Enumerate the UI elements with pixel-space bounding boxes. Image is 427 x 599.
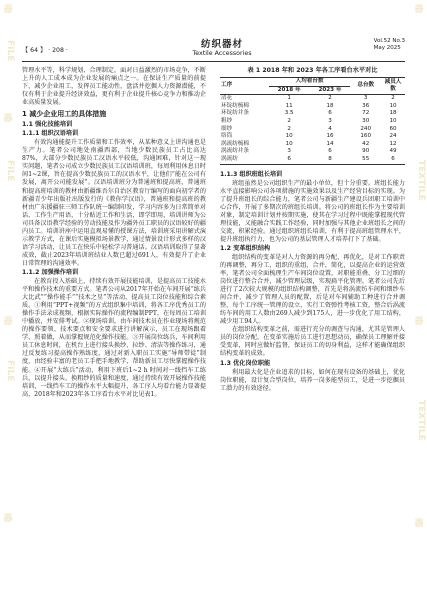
cell-2018: 1: [287, 95, 291, 102]
cell-2018: 3.5: [284, 110, 294, 117]
cell-total: 90: [362, 148, 370, 155]
section-heading-1: 1 减少企业用工的具体措施: [22, 110, 107, 119]
page: [22, 0, 405, 599]
col-header-total: 总台数: [350, 78, 381, 95]
subsubsection-heading-1-1-1: 1.1.1 组织汉语培训: [22, 130, 79, 138]
cell-reduced: 18: [389, 110, 397, 117]
cell-2023: 6: [328, 148, 332, 155]
table-row: [220, 95, 405, 103]
cell-total: 160: [360, 133, 372, 140]
comparison-table: [220, 77, 405, 165]
paragraph-org-restructure: 组织结构的变革是对人力资源的再分配，再优化，是对工作职责的再调整，再分工，组织的重组，合并，简化，以提高企业的运营效率，笔者公司全面梳理生产车间岗位设置，对职能重叠、分工过细的岗位进行整合合并，减少管理层级，实现扁平化管理。笔者公司先后进行了2次较大规模的组织结构调整，首先是将涡流纺车间和细纱车间合并，减少了管理人员的配置，后是对车间辅助工种进行合并调整，每个工序统一管理的设立，实行工资弹性考核工资，整合后涡流纺车间的用工人数由269人减少到175人，进一步优化了用工结构，减少用工94人。: [220, 253, 405, 326]
col-header-avg-machines: 人均看台数: [269, 78, 351, 87]
cell-process: 细纱: [221, 125, 233, 132]
subsubsection-heading-1-1-3: 1.1.3 组织班组长培训: [220, 170, 283, 178]
logo-subtitle: Textile Accessories: [192, 50, 252, 57]
right-column: [220, 67, 405, 393]
cell-process: 涡流纺: [220, 156, 269, 164]
cell-reduced: 10: [389, 117, 397, 124]
col-header-reduced: 减员人数: [381, 78, 405, 95]
table-row: [220, 126, 405, 134]
cell-total: 36: [362, 102, 370, 109]
volume-number: Vol.52 No.3: [373, 38, 405, 44]
subsection-heading-1-2: 1.2 变革组织结构: [220, 244, 271, 252]
watermark-char-right-2: 器: [414, 519, 424, 529]
cell-2023: 3: [328, 117, 332, 124]
watermark-char-left-top: 器: [3, 5, 13, 15]
cell-2023: 14: [326, 140, 334, 147]
cell-reduced: 49: [389, 148, 397, 155]
issue-date: May 2025: [373, 45, 401, 51]
header-rule: [22, 61, 405, 62]
cell-process: 涡流纺梳棉: [221, 140, 249, 147]
cell-2018: 10: [285, 140, 293, 147]
table-row: [220, 110, 405, 118]
cell-reduced: 2: [391, 95, 395, 102]
cell-reduced: 6: [381, 156, 405, 164]
cell-process: 粗纱: [221, 117, 233, 124]
cell-reduced: 60: [389, 125, 397, 132]
cell-process: 络筒: [221, 133, 233, 140]
cell-2018: 6: [269, 156, 310, 164]
cell-2023: 6: [328, 110, 332, 117]
cell-2023: 18: [326, 102, 334, 109]
watermark-text-right-2: TEXTILE: [416, 400, 426, 441]
cell-2018: 11: [285, 102, 293, 109]
table-row: [220, 133, 405, 141]
paragraph-team-leader-training: 班组虽然是公司组织生产的最小单位，但十分重要。班组长能力水平直接影响公司各项措施的实施效果以及生产经营目标的实现。为了提升班组长的综合能力，笔者公司与新疆生产建设兵团职工培训中心合作，开展了多期次的班组长培训。将公司的班组长作为主要培训对象，制定培训计划并按期实施，使其在学习过程中既能掌握现代管理技能，又能融合实践工作经验，同时加强与其他企业班组长之间的交流，积累经验。通过组织班组长培训，有利于提高班组管理水平，提升班组执行力，也为公司的基层管理人才培养打下了基础。: [220, 179, 405, 243]
paragraph-chinese-training: 有效沟通能提升工作质量和工作效率，从某种意义上讲沟通也是生产力。笔者公司地处南疆西部，当地少数民族员工占比高达87%，大部分少数民族员工汉语水平较低，沟通困难，针对这一现实问题，笔者公司成立少数民族员工汉语培训班，每周利用休息日时间1~2课，旨在提高少数民族员工的汉语水平，让他们“能在公司有发展，离开公司能发展”。汉语培训班分为普通班和提高班，普通班和提高班培训的教材由新疆维吾尔自治区教育厅编写的面向初学者的新疆青少年出版社出版发行的《教你学汉语》，普通班和提高班的教材由广东援疆驻三师工作队统一编制印发，学习内容多为日常简单对话、工作生产用语，十分贴近工作和生活，即学即用，培训讲师为公司具备汉语教学经验的劳动技能及作为疆外员工职员的汉语较好的疆内员工。培训讲座中运用直观易懂的授课方法，培训班采用讲解式演示教学方式，在课后实施模拟场景教学，通过情景设计形式多样的汉语学习活动，让员工在快乐中轻松学习普通话。汉语培训取得了显著成效，截止2023年培训班结业人数已超过691人，有效提升了企业日常管理的沟通效率。: [22, 139, 206, 267]
cell-total: 240: [360, 125, 372, 132]
col-header-2018: 2018 年: [269, 86, 310, 95]
running-header: [22, 36, 405, 58]
cell-2023: 8: [310, 156, 351, 164]
table-caption: 表 1 2018 年和 2023 年各工序看台水平对比: [247, 67, 378, 74]
cell-total: 3: [363, 95, 368, 102]
watermark-char-right-1: 器: [414, 317, 424, 327]
left-column: [22, 67, 206, 399]
watermark-text-left-3: FILE: [5, 360, 15, 382]
watermark-text-left-2: FILE: [5, 160, 15, 182]
cell-2018: 3: [287, 148, 291, 155]
cell-2023: 2: [328, 95, 332, 102]
logo-text: 纺织器材: [200, 39, 243, 50]
journal-logo: [172, 36, 272, 57]
cell-process: 环锭纺并条: [221, 110, 249, 117]
cell-reduced: 10: [389, 102, 397, 109]
watermark-char-right-top: 器: [414, 5, 424, 15]
cell-2023: 16: [326, 133, 334, 140]
cell-2023: 4: [328, 125, 332, 132]
table-row: [220, 118, 405, 126]
cell-total: 42: [362, 140, 370, 147]
col-header-2023: 2023 年: [310, 86, 351, 95]
watermark-char-left-3: 器: [3, 514, 13, 524]
cell-reduced: 24: [389, 133, 397, 140]
cell-total: 30: [362, 117, 370, 124]
cell-process: 涡流纺并条: [221, 148, 249, 155]
watermark-char-left-2: 器: [3, 317, 13, 327]
watermark-text-right-1: TEXTILE: [416, 160, 426, 201]
subsection-heading-1-3: 1.3 优化岗位职能: [220, 359, 271, 367]
watermark-text-left-1: FILE: [5, 40, 15, 62]
cell-total: 72: [362, 110, 370, 117]
page-label: 【 64 】 · 208 ·: [22, 47, 68, 54]
cell-2018: 2: [287, 125, 291, 132]
cell-process: 清花: [221, 95, 233, 102]
cell-reduced: 12: [389, 140, 397, 147]
cell-total: 55: [350, 156, 381, 164]
paragraph-org-restructure-note: 在组织结构变革之前，需进行充分的调查与沟通，尤其是管理人员的岗位分配，在变革实施后员工进行思想动员，确保员工理解并接受变革，同时应做好监督，保证员工的切身利益，这样才能确保组织结构变革的成效。: [220, 326, 405, 358]
cell-process: 环锭纺梳棉: [221, 102, 249, 109]
subsubsection-heading-1-1-2: 1.1.2 加强操作培训: [22, 268, 79, 276]
paragraph-operation-training: 在教育投入基础上，持续有效开展技能培训，是提高员工技能水平和操作技术的重要方式。笔者公司从2017年开始在车间开展“练兵大比武”“操作能手”“技术之星”等活动，提高员工岗位技能和综合素质。①利用“PPT+视频”的方式组织集中培训，将各工序优秀员工的操作手法录成视频，根据实际操作的流程编制PPT，在每周员工培训中播放，并安排考试。②现场培训，由车间技术员在作业现场将规范的操作要领、技术要点和安全要求进行讲解演示，员工在现场跟着学、照着做，从而掌握规范化操作技能。③开展岗位练兵，车间利用员工休息时间，在机台上进行接头换纱、拉纱、清洁等操作练习，通过反复练习提高操作熟练度，通过对新入职员工实施“导师带徒”制度，由经验丰富的老员工手把手地教学，帮助新员工尽快掌握操作技能。④开展“大练兵”活动，利用下班后1~2 h 时间对一线挡车工练兵，以提升接头、换粗纱的质量和速度，通过持续有效开展操作技能培训，一线挡车工的操作水平大幅提升，各工序人均看台能力显著提高，2018年和2023年各工序看台水平对比见表1。: [22, 277, 206, 398]
intro-paragraph: 管理水平等，科学规划、合理制定，面对日益激烈的市场竞争，不断上升的人工成本成为企业发展的痛点之一。在保证生产质量的前提下，减少企业用工，发挥员工能动性，盘活并挖掘人力资源潜能，不仅有利于企业提升经济效益，更有利于企业提升核心竞争力和推动企业高质量发展。: [22, 67, 206, 107]
table-row: [220, 148, 405, 156]
cell-2018: 2: [287, 117, 291, 124]
paragraph-job-optimization: 利用最大化是企业追求的目标，如何在现有设备的基础上，优化岗位职能，设计复合型岗位，培养一岗多能型员工，是进一步挖掘员工潜力的有效途径。: [220, 368, 405, 392]
subsection-heading-1-1: 1.1 强化技能培训: [22, 121, 73, 129]
issue-info: [374, 38, 405, 52]
cell-2018: 10: [285, 133, 293, 140]
table-row: [220, 156, 405, 164]
col-header-process: 工序: [220, 78, 269, 95]
watermark-char-left-1: 器: [3, 114, 13, 124]
